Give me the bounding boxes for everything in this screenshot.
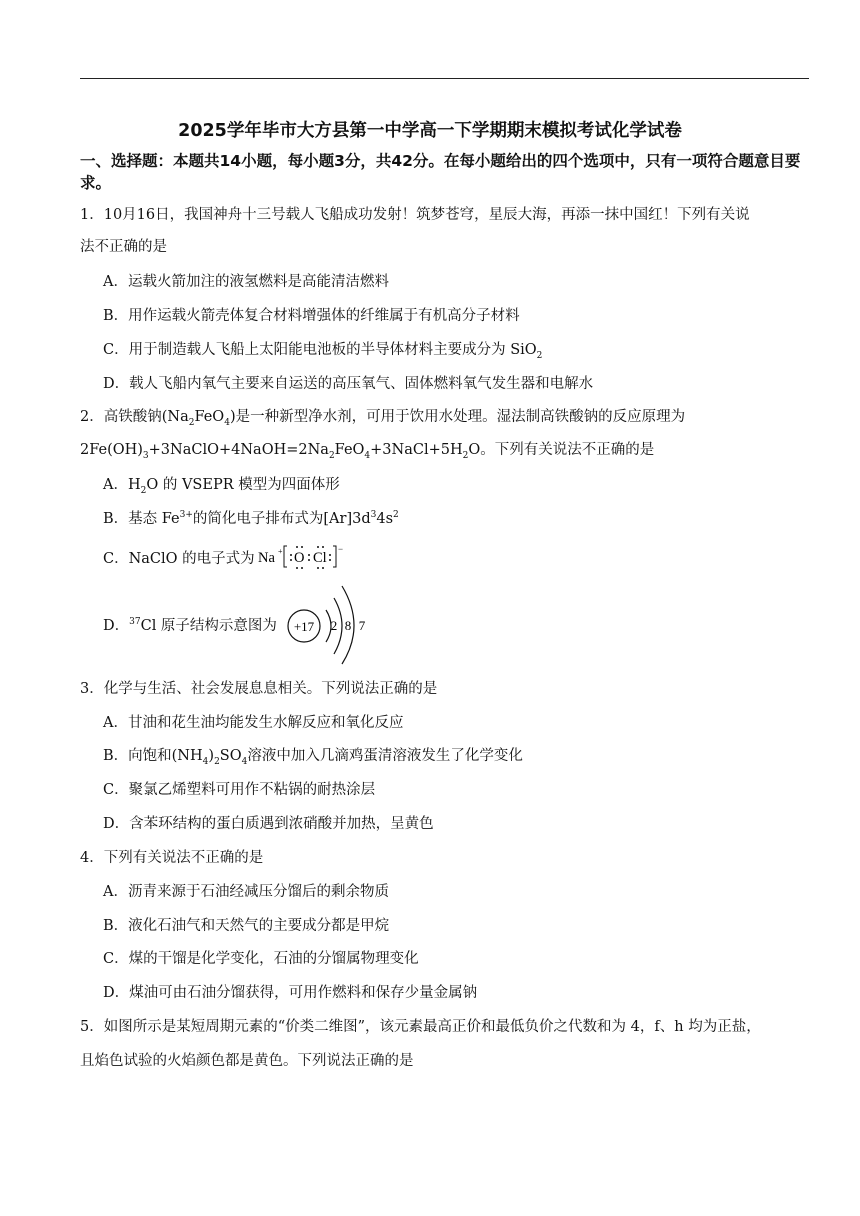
- q4-option-d: D．煤油可由石油分馏获得，可用作燃料和保存少量金属钠: [103, 985, 478, 1001]
- q1-option-a: A．运载火箭加注的液氢燃料是高能清洁燃料: [103, 274, 389, 290]
- section-heading: 一、选择题：本题共14小题，每小题3分，共42分。在每小题给出的四个选项中，只有一项符合题意目要求。: [80, 152, 801, 192]
- lewis-cl: Cl: [313, 550, 327, 566]
- shell-1-count: 2: [330, 618, 338, 633]
- q2-option-b: B．基态 $Fe^{3+}$的简化电子排布式为$[Ar]3d^34s^2$: [103, 510, 399, 527]
- q2-stem-line2: $2Fe(OH)_3+3NaClO+4NaOH=2Na_2FeO_4+3NaCl+5H_2O$。下列有关说法不正确的是: [80, 442, 655, 461]
- lewis-plus: +: [278, 547, 283, 556]
- q1-stem-line1: 1．10月16日，我国神舟十三号载人飞船成功发射！筑梦苍穹，星辰大海，再添一抹中国红！下列有关说: [80, 207, 750, 223]
- q4-option-c: C．煤的干馏是化学变化，石油的分馏属物理变化: [103, 951, 419, 967]
- nucleus-charge: +17: [293, 619, 315, 634]
- q1-option-c: C．用于制造载人飞船上太阳能电池板的半导体材料主要成分为 SiO$_2$: [103, 342, 543, 361]
- q5-stem-line1: 5．如图所示是某短周期元素的“价类二维图”，该元素最高正价和最低负价之代数和为 4，f、h 均为正盐，: [80, 1019, 761, 1035]
- lewis-dot: [308, 559, 310, 561]
- q1-stem-line2: 法不正确的是: [80, 239, 167, 255]
- cl-atom-structure-diagram: [284, 582, 374, 666]
- lewis-bracket-right: [333, 546, 336, 567]
- lewis-dot: [301, 546, 303, 548]
- lewis-dot: [317, 546, 319, 548]
- lewis-dot: [301, 567, 303, 569]
- page-title: 2025学年毕市大方县第一中学高一下学期期末模拟考试化学试卷: [178, 121, 682, 141]
- lewis-dot: [322, 546, 324, 548]
- lewis-dot: [329, 554, 331, 556]
- lewis-dot: [308, 554, 310, 556]
- q1-option-b: B．用作运载火箭壳体复合材料增强体的纤维属于有机高分子材料: [103, 308, 520, 324]
- q3-option-c: C．聚氯乙烯塑料可用作不粘锅的耐热涂层: [103, 782, 376, 798]
- lewis-minus: −: [338, 544, 344, 554]
- lewis-o: O: [294, 550, 305, 566]
- q4-stem: 4．下列有关说法不正确的是: [80, 850, 264, 866]
- lewis-dot: [329, 559, 331, 561]
- lewis-dot: [296, 546, 298, 548]
- q2-stem-line1: 2．高铁酸钠$(Na_2FeO_4)$是一种新型净水剂，可用于饮用水处理。湿法制高铁酸钠的反应原理为: [80, 409, 686, 428]
- lewis-bracket-left: [284, 546, 287, 567]
- lewis-dot: [290, 559, 292, 561]
- q3-option-d: D．含苯环结构的蛋白质遇到浓硝酸并加热，呈黄色: [103, 816, 434, 832]
- lewis-dot: [322, 567, 324, 569]
- q5-stem-line2: 且焰色试验的火焰颜色都是黄色。下列说法正确的是: [80, 1053, 414, 1069]
- lewis-dot: [317, 567, 319, 569]
- q3-option-a: A．甘油和花生油均能发生水解反应和氧化反应: [103, 715, 404, 731]
- lewis-dot: [296, 567, 298, 569]
- header-rule: [80, 78, 809, 79]
- q1-option-d: D．载人飞船内氧气主要来自运送的高压氧气、固体燃料氧气发生器和电解水: [103, 376, 594, 392]
- q4-option-b: B．液化石油气和天然气的主要成分都是甲烷: [103, 918, 390, 934]
- q2-option-c: C．NaClO 的电子式为: [103, 551, 255, 567]
- q3-option-b: B．向饱和$(NH_4)_2SO_4$溶液中加入几滴鸡蛋清溶液发生了化学变化: [103, 748, 523, 767]
- q3-stem: 3．化学与生活、社会发展息息相关。下列说法正确的是: [80, 681, 438, 697]
- shell-2-count: 8: [344, 618, 352, 633]
- q4-option-a: A．沥青来源于石油经减压分馏后的剩余物质: [103, 884, 389, 900]
- shell-3-count: 7: [358, 618, 366, 633]
- lewis-dot: [290, 554, 292, 556]
- lewis-na: Na: [258, 550, 275, 566]
- q2-option-d: D．$^{37}$Cl 原子结构示意图为: [103, 617, 277, 634]
- q2-option-a: A．$H_2O$ 的 VSEPR 模型为四面体形: [103, 477, 340, 496]
- naclo-electron-formula: [258, 543, 358, 571]
